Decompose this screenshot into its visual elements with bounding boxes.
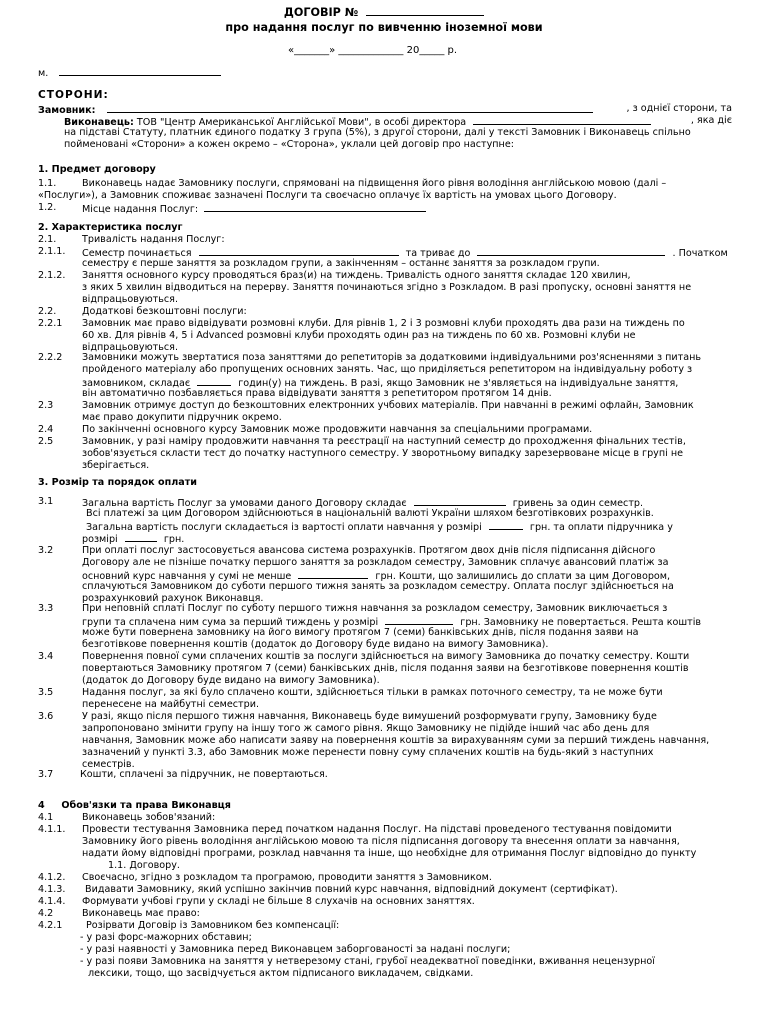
clause-text: Виконавець надає Замовнику послуги, спрямовані на підвищення його рівня володіння англійською мовою (далі – [82,178,667,189]
clause-text: розмірі [82,534,118,545]
clause-number: 1.1. [38,178,57,189]
clause-text: має право докупити підручник окремо. [82,412,282,423]
clause-text: Виконавець має право: [82,908,200,919]
clause-text: Замовник отримує доступ до безкоштовних електронних учбових матеріалів. При навчанні в режимі офлайн, Замовник [82,400,694,411]
clause-text: він автоматично позбавляється права відвідувати заняття з репетитором протягом 14 днів. [82,388,552,399]
clause-text: Додаткові безкоштовні послуги: [82,306,247,317]
executor-line3: пойменовані «Сторони» а кожен окремо – «Сторона», уклали цей договір про наступне: [64,139,514,150]
clause-text: перенесене на майбутні семестри. [82,699,260,710]
clause-text: грн. та оплати підручника у [529,522,673,533]
clause-number: 1.2. [38,202,57,213]
clause-number: 4.2 [38,908,54,919]
clause-text: При оплаті послуг застосовується авансова система розрахунків. Протягом двох днів після підписання дійсного [82,545,656,556]
clause-number: 4.1.2. [38,872,66,883]
city-line [38,66,221,80]
clause-text: повертаються Замовнику протягом 7 (семи) банківських днів, після подання заяви на безготівкове повернення коштів [82,663,689,674]
city-blank [59,66,221,76]
clause-text: грн. Кошти, що залишились до сплати за цим Договором, [375,571,671,582]
semester-end-blank [477,246,665,256]
clause-text: Семестр починається [82,248,192,259]
clause-text-wrap [82,202,426,216]
clause-text: та триває до [405,248,471,259]
clause-number: 3.2 [38,545,54,556]
section2-heading: 2. Характеристика послуг [38,222,183,233]
clause-text: 60 хв. Для рівнів 4, 5 і Advanced розмовні клуби проходять один раз на тиждень по 60 хв. Розмовні клуби не [82,330,636,341]
bullet-item-continuation: лексики, тощо, що засвідчується актом підписаного викладачем, свідками. [88,968,474,979]
clause-text: розрахунковий рахунок Виконавця. [82,593,264,604]
clause-text: По закінченні основного курсу Замовник може продовжити навчання за спеціальними програмами. [82,424,593,435]
clause-text: з яких 5 хвилин відводиться на перерву. Заняття починаються згідно з Розкладом. В разі пропуску, основні заняття не [82,282,692,293]
clause-text: «Послуги»), а Замовник споживає зазначені Послуги та своєчасно оплачує їх вартість на умовах цього Договору. [38,190,617,201]
clause-number: 3.7 [38,769,54,780]
semester-start-blank [199,246,399,256]
clause-number: 2.2.1 [38,318,63,329]
clause-text: навчання, Замовник може або написати заяву на повернення коштів за вирахуванням суми за перший тиждень навчання, [82,735,710,746]
contract-title: ДОГОВІР № [283,6,359,19]
clause-1-2 [38,202,732,214]
clause-number: 4.1 [38,812,54,823]
clause-number: 3.1 [38,496,54,507]
clause-text: грн. [163,534,185,545]
total-cost-blank [414,496,506,506]
clause-text: Всі платежі за цим Договором здійснюються в національній валюті України шляхом безготівкових розрахунків. [86,508,654,519]
executor-text: ТОВ "Центр Американської Англійської Мови", в особі директора [136,117,467,128]
executor-line2: на підставі Статуту, платник єдиного податку 3 група (5%), з другої сторони, далі у тексті Замовник і Виконавець спільно [64,127,691,138]
clause-text: Виконавець зобов'язаний: [82,812,216,823]
contract-subtitle: про надання послуг по вивченню іноземної мови [225,21,543,34]
clause-text: Надання послуг, за які було сплачено кошти, здійснюється тільки в рамках поточного семестру, та не може бути [82,687,663,698]
clause-number: 2.5 [38,436,54,447]
bullet-item: - у разі форс-мажорних обставин; [80,932,252,943]
customer-tail: , з однієї сторони, та [626,103,732,114]
clause-number: 2.1.1. [38,246,66,257]
contract-title-row [0,6,768,19]
clause-number: 2.2.2 [38,352,63,363]
executor-tail: , яка діє [690,115,732,126]
clause-1-1 [38,178,732,202]
clause-text: Замовники можуть звертатися поза заняттями до репетиторів за додатковими індивідуальними роз'ясненнями з питань [82,352,702,363]
clause-text: гривень за один семестр. [512,498,644,509]
clause-number: 3.5 [38,687,54,698]
clause-text: . Початком [672,248,728,259]
clause-text: Провести тестування Замовника перед початком надання Послуг. На підставі проведеного тестування повідомити [82,824,672,835]
clause-number: 2.4 [38,424,54,435]
clause-text: грн. Замовнику не повертається. Решта коштів [460,617,702,628]
textbook-cost-blank [125,532,157,542]
city-label: м. [38,68,49,79]
clause-text: Кошти, сплачені за підручник, не повертаються. [80,769,328,780]
customer-blank [107,103,593,113]
clause-text: відпрацьовуються. [82,342,178,353]
clause-text: Своєчасно, згідно з розкладом та програмою, проводити заняття з Замовником. [82,872,492,883]
clause-number: 4.2.1 [38,920,63,931]
clause-number: 3.3 [38,603,54,614]
clause-text: сплачуються Замовником до суботи першого тижня занять за розкладом семестру. Оплата послуг здійснюється на [82,581,674,592]
clause-text: У разі, якщо після першого тижня навчання, Виконавець буде вимушений розформувати групу, Замовнику буде [82,711,657,722]
tuition-cost-blank [489,520,523,530]
clause-text: семестрів. [82,759,135,770]
section3-heading: 3. Розмір та порядок оплати [38,477,198,488]
clause-text: відпрацьовуються. [82,294,178,305]
clause-text: Загальна вартість Послуг за умовами даного Договору складає [82,498,407,509]
clause-text: Формувати учбові групи у складі не більше 8 слухачів на основних заняттях. [82,896,475,907]
clause-text: надати йому відповідні програми, розклад навчання та інше, що необхідне для отримання Послуг відповідно до пункту [82,848,697,859]
clause-number: 2.2. [38,306,57,317]
clause-text: Заняття основного курсу проводяться 6раз(и) на тиждень. Тривалість одного заняття складає 120 хвилин, [82,270,631,281]
clause-text: Видавати Замовнику, який успішно закінчив повний курс навчання, відповідний документ (сертифікат). [82,884,618,895]
section4-heading: 4 Обов'язки та права Виконавця [38,800,231,811]
clause-number: 4.1.4. [38,896,66,907]
clause-text: семестру є перше заняття за розкладом групи, а закінченням – останнє заняття за розкладом групи. [82,258,600,269]
service-place-blank [204,202,426,212]
first-week-sum-blank [385,615,453,625]
clause-text: Загальна вартість послуги складається із вартості оплати навчання у розмірі [86,522,482,533]
clause-number: 3.6 [38,711,54,722]
clause-text: Замовник має право відвідувати розмовні клуби. Для рівнів 1, 2 і 3 розмовні клуби проходять два рази на тиждень по [82,318,685,329]
director-blank [473,115,651,125]
clause-text: 1.1. Договору. [108,860,180,871]
tutor-hours-blank [197,376,231,386]
clause-text: групи та сплачена ним сума за перший тиждень у розмірі [82,617,379,628]
clause-text: зберігається. [82,460,150,471]
clause-text: При неповній сплаті Послуг по суботу першого тижня навчання за розкладом семестру, Замовник виключається з [82,603,668,614]
clause-text: (додаток до Договору буде видано на вимогу Замовника). [82,675,380,686]
clause-text: може бути повернена замовнику на його вимогу протягом 7 (семи) банківських днів, після подання заяви на [82,627,639,638]
clause-text: основний курс навчання у сумі не менше [82,571,292,582]
parties-heading: СТОРОНИ: [38,89,109,101]
clause-text: пройденого матеріалу або пропущених основних занять. Час, що приділяється репетитором на індивідуальну роботу з [82,364,693,375]
clause-text: Тривалість надання Послуг: [82,234,225,245]
clause-text: Договору але не пізніше початку першого заняття за розкладом семестру, Замовник сплачує авансовий платіж за [82,557,669,568]
advance-sum-blank [298,569,368,579]
customer-label: Замовник: [38,105,96,116]
clause-text: зазначений у пункті 3.3, або Замовник може перенести повну суму сплачених коштів на будь-який з наступних [82,747,654,758]
clause-text: Розірвати Договір із Замовником без компенсації: [86,920,340,931]
clause-number: 2.1.2. [38,270,66,281]
clause-text: зобов'язується скласти тест до початку наступного семестру. У зворотньому випадку зарезервоване місце в групі не [82,448,684,459]
clause-number: 2.1. [38,234,57,245]
clause-text: Замовник, у разі наміру продовжити навчання та реєстрації на наступний семестр до проходження фінальних тестів, [82,436,686,447]
clause-text: запропоновано змінити групу на іншу того ж самого рівня. Якщо Замовнику не підійде інший час або день для [82,723,650,734]
clause-number: 3.4 [38,651,54,662]
clause-text: безготівкове повернення коштів (додаток до Договору буде видано на вимогу Замовника). [82,639,549,650]
clause-text: Замовнику його рівень володіння англійською мовою та після підписання договору та внесення оплати за навчання, [82,836,680,847]
bullet-item: - у разі появи Замовника на заняття у нетверезому стані, грубої неадекватної поведінки, вживання нецензурної [80,956,655,967]
contract-date: «_______» _____________ 20_____ р. [288,45,458,56]
contract-number-blank [366,6,484,16]
section1-heading: 1. Предмет договору [38,164,156,175]
clause-number: 2.3 [38,400,54,411]
executor-label: Виконавець: [64,117,134,128]
clause-text-wrap [82,532,184,546]
clause-text: замовником, складає [82,378,191,389]
clause-number: 4.1.3. [38,884,66,895]
bullet-item: - у разі наявності у Замовника перед Виконавцем заборгованості за надані послуги; [80,944,511,955]
clause-number: 4.1.1. [38,824,66,835]
clause-text: Місце надання Послуг: [82,204,199,215]
clause-text: Повернення повної суми сплачених коштів за послуги здійснюється на вимогу Замовника до початку семестру. Кошти [82,651,690,662]
clause-text: годин(у) на тиждень. В разі, якщо Замовник не з'являється на індивідуальне заняття, [238,378,679,389]
